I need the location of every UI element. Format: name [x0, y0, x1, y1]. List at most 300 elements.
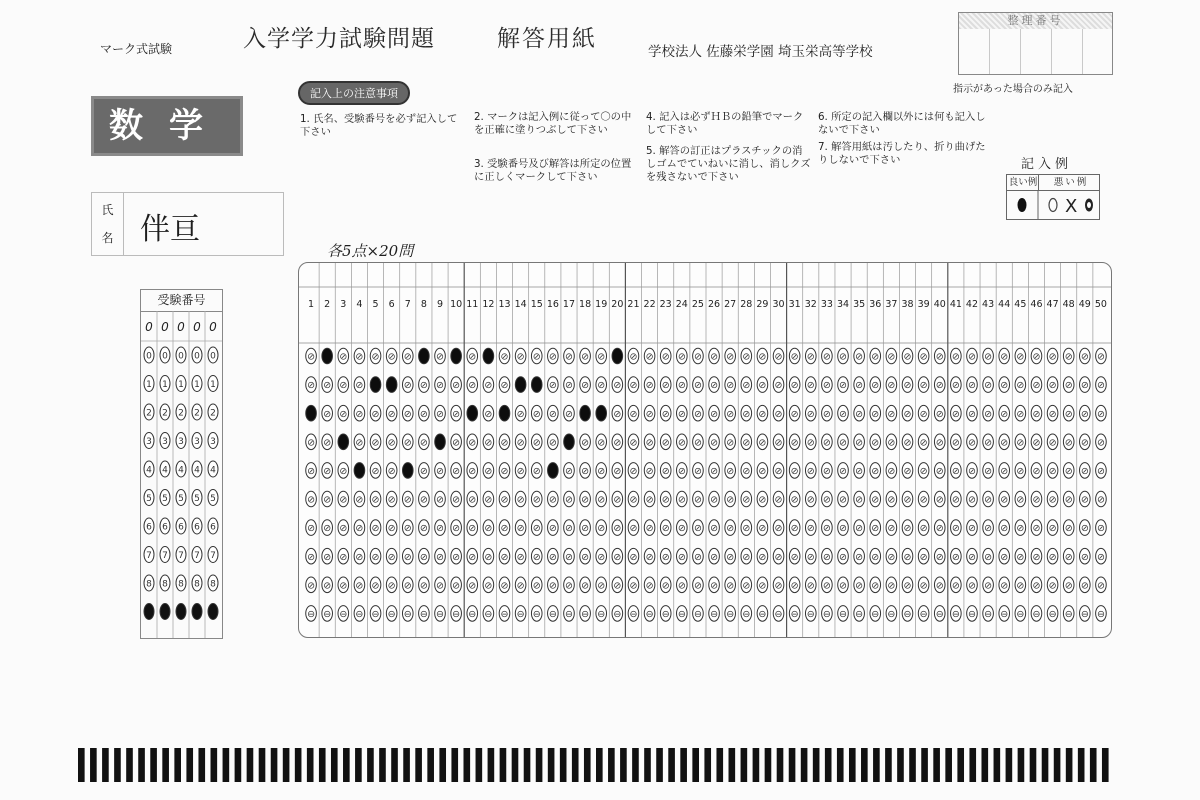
answer-choice-glyph: ⊘ [645, 580, 654, 592]
answer-choice-glyph: ⊘ [1032, 380, 1041, 392]
timing-mark [680, 748, 687, 782]
answer-choice-glyph: ⊘ [436, 351, 445, 363]
answer-choice-glyph: ⊘ [839, 351, 848, 363]
timing-mark [138, 748, 145, 782]
question-number: 1 [308, 299, 315, 310]
exam-number-bubble[interactable] [160, 604, 170, 620]
instruction-item: 6. 所定の記入欄以外には何も記入しないで下さい [818, 111, 986, 136]
question-number: 27 [724, 299, 737, 310]
question-number: 21 [627, 299, 640, 310]
answer-choice-glyph: ⊖ [1000, 609, 1009, 620]
answer-choice-glyph: ⊘ [661, 580, 670, 592]
answer-choice-glyph: ⊘ [436, 494, 445, 506]
answer-choice-glyph: ⊘ [307, 466, 316, 477]
question-number: 41 [949, 299, 962, 310]
answer-choice-glyph: ⊘ [355, 408, 364, 420]
control-number-label: 整理番号 [959, 13, 1112, 29]
question-number: 24 [675, 299, 688, 310]
answer-bubble[interactable] [322, 348, 333, 364]
answer-bubble[interactable] [499, 405, 510, 421]
instruction-item: 3. 受験番号及び解答は所定の位置に正しくマークして下さい [474, 158, 632, 183]
answer-choice-glyph: ⊖ [951, 609, 960, 620]
answer-choice-glyph: ⊘ [693, 351, 702, 363]
answer-choice-glyph: ⊘ [677, 580, 686, 592]
answer-choice-glyph: ⊘ [919, 551, 928, 563]
answer-choice-glyph: ⊘ [1064, 351, 1073, 363]
answer-choice-glyph: ⊘ [629, 437, 638, 449]
answer-choice-glyph: ⊘ [1080, 380, 1089, 392]
answer-choice-glyph: ⊘ [645, 380, 654, 392]
timing-mark [753, 748, 760, 782]
answer-choice-glyph: ⊘ [1080, 494, 1089, 506]
answer-choice-glyph: ⊘ [710, 466, 719, 477]
answer-choice-glyph: ⊘ [629, 351, 638, 363]
answer-choice-glyph: ⊖ [935, 609, 944, 620]
name-label-char: 氏 [101, 203, 114, 217]
example-header [1007, 175, 1099, 191]
answer-choice-glyph: ⊘ [774, 580, 783, 592]
answer-choice-glyph: ⊘ [597, 494, 606, 506]
answer-choice-glyph: ⊘ [387, 551, 396, 563]
answer-choice-glyph: ⊘ [419, 580, 428, 592]
answer-choice-glyph: ⊘ [967, 437, 976, 449]
question-number: 14 [514, 299, 527, 310]
answer-choice-glyph: ⊘ [645, 551, 654, 563]
answer-choice-glyph: ⊖ [855, 609, 864, 620]
timing-mark [403, 748, 410, 782]
answer-choice-glyph: ⊘ [436, 580, 445, 592]
answer-choice-glyph: ⊘ [532, 466, 541, 477]
answer-choice-glyph: ⊘ [468, 351, 477, 363]
answer-choice-glyph: ⊘ [597, 580, 606, 592]
answer-choice-glyph: ⊘ [1096, 551, 1105, 563]
answer-choice-glyph: ⊘ [1000, 437, 1009, 449]
answer-choice-glyph: ⊘ [661, 380, 670, 392]
exam-number-digit: 7 [210, 551, 216, 561]
answer-choice-glyph: ⊘ [323, 408, 332, 420]
answer-choice-glyph: ⊘ [919, 580, 928, 592]
answer-choice-glyph: ⊘ [1048, 523, 1057, 535]
question-number: 36 [869, 299, 882, 310]
answer-choice-glyph: ⊘ [661, 494, 670, 506]
timing-mark [355, 748, 362, 782]
answer-choice-glyph: ⊘ [790, 580, 799, 592]
answer-choice-glyph: ⊘ [726, 494, 735, 506]
exam-number-bubble[interactable] [192, 604, 202, 620]
answer-choice-glyph: ⊘ [419, 437, 428, 449]
question-number: 42 [965, 299, 979, 310]
question-number: 37 [885, 299, 898, 310]
timing-mark [656, 748, 663, 782]
answer-choice-glyph: ⊘ [935, 551, 944, 563]
answer-bubble[interactable] [451, 348, 462, 364]
answer-choice-glyph: ⊘ [339, 408, 348, 420]
exam-number-title: 受験番号 [141, 290, 222, 312]
timing-mark [90, 748, 97, 782]
answer-choice-glyph: ⊘ [597, 351, 606, 363]
answer-choice-glyph: ⊘ [371, 551, 380, 563]
answer-choice-glyph: ⊘ [355, 437, 364, 449]
answer-choice-glyph: ⊘ [951, 437, 960, 449]
timing-mark [427, 748, 434, 782]
answer-choice-glyph: ⊘ [468, 523, 477, 535]
answer-choice-glyph: ⊘ [452, 408, 461, 420]
answer-choice-glyph: ⊘ [1048, 551, 1057, 563]
answer-choice-glyph: ⊘ [887, 494, 896, 506]
name-label [92, 193, 124, 255]
answer-choice-glyph: ⊘ [806, 437, 815, 449]
answer-choice-glyph: ⊘ [1080, 523, 1089, 535]
answer-choice-glyph: ⊘ [403, 408, 412, 420]
answer-choice-glyph: ⊘ [516, 466, 525, 477]
school-name: 学校法人 佐藤栄学園 埼玉栄高等学校 [648, 44, 873, 60]
answer-choice-glyph: ⊘ [984, 408, 993, 420]
answer-bubble[interactable] [564, 434, 575, 450]
answer-choice-glyph: ⊘ [1064, 494, 1073, 506]
answer-choice-glyph: ⊘ [532, 351, 541, 363]
answer-bubble[interactable] [354, 463, 365, 479]
answer-choice-glyph: ⊖ [516, 609, 525, 620]
answer-choice-glyph: ⊘ [387, 351, 396, 363]
answer-choice-glyph: ⊘ [790, 466, 799, 477]
answer-choice-glyph: ⊖ [645, 609, 654, 620]
answer-choice-glyph: ⊘ [967, 523, 976, 535]
answer-choice-glyph: ⊘ [1096, 466, 1105, 477]
exam-number-bubbles[interactable] [141, 311, 222, 638]
timing-mark [668, 748, 675, 782]
answer-choice-glyph: ⊘ [1048, 351, 1057, 363]
answer-choice-glyph: ⊘ [419, 466, 428, 477]
answer-choice-glyph: ⊘ [387, 408, 396, 420]
answer-choice-glyph: ⊘ [419, 523, 428, 535]
answer-choice-glyph: ⊘ [371, 408, 380, 420]
exam-number-digit: 1 [162, 380, 168, 390]
question-number: 30 [772, 299, 785, 310]
answer-choice-glyph: ⊖ [822, 609, 831, 620]
answer-choice-glyph: ⊖ [742, 609, 751, 620]
timing-mark [198, 748, 205, 782]
timing-mark [223, 748, 230, 782]
answer-choice-glyph: ⊘ [984, 523, 993, 535]
answer-choice-glyph: ⊘ [387, 523, 396, 535]
answer-choice-glyph: ⊘ [1000, 580, 1009, 592]
answer-choice-glyph: ⊘ [484, 408, 493, 420]
answer-choice-glyph: ⊘ [323, 523, 332, 535]
answer-bubble[interactable] [306, 405, 317, 421]
answer-bubble[interactable] [370, 377, 381, 393]
answer-choice-glyph: ⊘ [548, 494, 557, 506]
timing-mark [415, 748, 422, 782]
timing-mark [1078, 748, 1085, 782]
answer-bubble[interactable] [596, 405, 607, 421]
answer-choice-glyph: ⊘ [355, 551, 364, 563]
question-number: 22 [643, 299, 656, 310]
answer-bubble[interactable] [531, 377, 542, 393]
answer-choice-glyph: ⊘ [822, 351, 831, 363]
answer-choice-glyph: ⊘ [564, 494, 573, 506]
timing-mark [729, 748, 736, 782]
answer-choice-glyph: ⊘ [951, 494, 960, 506]
answer-choice-glyph: ⊘ [1016, 408, 1025, 420]
exam-number-digit: 4 [194, 465, 200, 476]
answer-choice-glyph: ⊘ [984, 580, 993, 592]
question-number: 50 [1094, 299, 1107, 310]
answer-choice-glyph: ⊘ [935, 580, 944, 592]
answer-choice-glyph: ⊘ [903, 408, 912, 420]
answer-choice-glyph: ⊘ [613, 380, 622, 392]
question-number: 43 [982, 299, 995, 310]
timing-mark [1102, 748, 1109, 782]
timing-mark [78, 748, 85, 782]
answer-choice-glyph: ⊘ [532, 494, 541, 506]
answer-choice-glyph: ⊘ [774, 466, 783, 477]
answer-choice-glyph: ⊘ [645, 408, 654, 420]
timing-mark [572, 748, 579, 782]
answer-choice-glyph: ⊘ [822, 466, 831, 477]
answer-choice-glyph: ⊘ [1016, 580, 1025, 592]
timing-mark [476, 748, 483, 782]
answer-choice-glyph: ⊘ [790, 551, 799, 563]
timing-mark [162, 748, 169, 782]
answer-choice-glyph: ⊘ [1000, 494, 1009, 506]
timing-mark [741, 748, 748, 782]
answer-choice-glyph: ⊘ [1016, 523, 1025, 535]
exam-number-digit: 1 [210, 380, 216, 390]
answer-choice-glyph: ⊘ [1016, 466, 1025, 477]
answer-choice-glyph: ⊘ [403, 494, 412, 506]
answer-choice-glyph: ⊘ [839, 580, 848, 592]
answer-bubble[interactable] [580, 405, 591, 421]
answer-choice-glyph: ⊘ [984, 494, 993, 506]
exam-number-digit: 0 [178, 351, 184, 362]
exam-number-digit: 8 [210, 579, 216, 590]
exam-number-written-digit: 0 [177, 320, 185, 334]
timing-mark [126, 748, 133, 782]
answer-choice-glyph: ⊘ [951, 551, 960, 563]
answer-choice-glyph: ⊘ [887, 580, 896, 592]
answer-choice-glyph: ⊘ [839, 523, 848, 535]
answer-choice-glyph: ⊘ [339, 551, 348, 563]
question-number: 2 [324, 299, 331, 310]
answer-choice-glyph: ⊖ [887, 609, 896, 620]
answer-choice-glyph: ⊖ [403, 609, 412, 620]
answer-bubble[interactable] [419, 348, 430, 364]
answer-choice-glyph: ⊘ [790, 380, 799, 392]
answer-bubble[interactable] [338, 434, 349, 450]
answer-choice-glyph: ⊘ [693, 523, 702, 535]
answer-choice-glyph: ⊘ [500, 580, 509, 592]
answer-bubble[interactable] [515, 377, 526, 393]
answer-bubble[interactable] [548, 463, 559, 479]
answer-choice-glyph: ⊘ [1096, 523, 1105, 535]
answer-choice-glyph: ⊘ [548, 580, 557, 592]
answer-choice-glyph: ⊘ [919, 408, 928, 420]
timing-mark [861, 748, 868, 782]
answer-choice-glyph: ⊘ [871, 551, 880, 563]
answer-choice-glyph: ⊖ [758, 609, 767, 620]
answer-choice-glyph: ⊘ [693, 580, 702, 592]
answer-choice-glyph: ⊘ [613, 466, 622, 477]
answer-choice-glyph: ⊘ [355, 523, 364, 535]
exam-number-digit: 6 [162, 522, 168, 533]
answer-choice-glyph: ⊘ [452, 494, 461, 506]
timing-mark [981, 748, 988, 782]
question-number: 28 [740, 299, 753, 310]
answer-choice-glyph: ⊘ [1064, 437, 1073, 449]
timing-mark [632, 748, 639, 782]
answer-choice-glyph: ⊘ [726, 551, 735, 563]
answer-choice-glyph: ⊘ [742, 408, 751, 420]
answer-choice-glyph: ⊘ [1064, 551, 1073, 563]
answer-choice-glyph: ⊘ [452, 437, 461, 449]
question-number: 49 [1078, 299, 1091, 310]
answer-choice-glyph: ⊘ [871, 466, 880, 477]
exam-number-written-digit: 0 [209, 320, 217, 334]
timing-mark [500, 748, 507, 782]
answer-choice-glyph: ⊘ [984, 466, 993, 477]
exam-number-digit: 8 [146, 579, 152, 590]
answer-choice-glyph: ⊘ [1032, 551, 1041, 563]
exam-number-digit: 5 [162, 494, 168, 504]
answer-choice-glyph: ⊘ [855, 523, 864, 535]
question-number: 9 [436, 299, 444, 310]
answer-choice-glyph: ⊘ [468, 580, 477, 592]
answer-choice-glyph: ⊘ [1064, 380, 1073, 392]
answer-choice-glyph: ⊖ [1096, 609, 1105, 620]
instruction-item: 2. マークは記入例に従って〇の中を正確に塗りつぶして下さい [474, 111, 632, 136]
answer-choice-glyph: ⊘ [871, 380, 880, 392]
answer-choice-glyph: ⊖ [839, 609, 848, 620]
answer-choice-glyph: ⊘ [903, 494, 912, 506]
answer-choice-glyph: ⊘ [1048, 408, 1057, 420]
good-example-label: 良い例 [1008, 177, 1038, 188]
answer-choice-glyph: ⊘ [742, 580, 751, 592]
exam-number-bubble[interactable] [208, 604, 218, 620]
answer-choice-glyph: ⊘ [774, 523, 783, 535]
answer-choice-glyph: ⊘ [419, 551, 428, 563]
answer-choice-glyph: ⊘ [677, 408, 686, 420]
answer-choice-glyph: ⊘ [1016, 551, 1025, 563]
answer-choice-glyph: ⊘ [710, 408, 719, 420]
answer-choice-glyph: ⊘ [307, 494, 316, 506]
answer-choice-glyph: ⊖ [355, 609, 364, 620]
timing-mark [536, 748, 543, 782]
answer-choice-glyph: ⊘ [307, 523, 316, 535]
question-number: 33 [820, 299, 833, 310]
answer-choice-glyph: ⊘ [855, 408, 864, 420]
question-number: 48 [1062, 299, 1075, 310]
answer-choice-glyph: ⊘ [742, 351, 751, 363]
answer-bubble[interactable] [612, 348, 623, 364]
answer-choice-glyph: ⊘ [387, 466, 396, 477]
exam-number-digit: 2 [210, 408, 216, 419]
answer-choice-glyph: ⊘ [1032, 466, 1041, 477]
answer-choice-glyph: ⊘ [951, 380, 960, 392]
answer-choice-glyph: ⊘ [419, 408, 428, 420]
answer-choice-glyph: ⊘ [984, 380, 993, 392]
answer-choice-glyph: ⊘ [919, 494, 928, 506]
timing-mark [716, 748, 723, 782]
exam-number-bubble[interactable] [144, 604, 154, 620]
answer-choice-glyph: ⊘ [500, 351, 509, 363]
question-number: 40 [933, 299, 946, 310]
timing-mark [488, 748, 495, 782]
answer-choice-glyph: ⊘ [548, 380, 557, 392]
answer-bubble[interactable] [402, 463, 413, 479]
answer-choice-glyph: ⊘ [677, 437, 686, 449]
timing-mark [186, 748, 193, 782]
exam-number-digit: 6 [194, 522, 200, 533]
answer-choice-glyph: ⊘ [903, 351, 912, 363]
answer-choice-glyph: ⊘ [855, 351, 864, 363]
answer-choice-glyph: ⊘ [307, 351, 316, 363]
answer-choice-glyph: ⊘ [645, 523, 654, 535]
answer-choice-glyph: ⊘ [1048, 466, 1057, 477]
answer-choice-glyph: ⊘ [839, 494, 848, 506]
answer-bubble[interactable] [435, 434, 446, 450]
answer-choice-glyph: ⊘ [951, 523, 960, 535]
answer-choice-glyph: ⊖ [629, 609, 638, 620]
timing-mark [439, 748, 446, 782]
answer-choice-glyph: ⊘ [1096, 580, 1105, 592]
answer-choice-glyph: ⊘ [887, 466, 896, 477]
question-number: 5 [372, 299, 379, 310]
answer-choice-glyph: ⊘ [564, 580, 573, 592]
answer-choice-glyph: ⊖ [984, 609, 993, 620]
answer-choice-glyph: ⊘ [436, 523, 445, 535]
answer-choice-glyph: ⊘ [822, 437, 831, 449]
timing-mark [150, 748, 157, 782]
answer-choice-glyph: ⊘ [693, 466, 702, 477]
answer-choice-glyph: ⊘ [629, 466, 638, 477]
answer-choice-glyph: ⊘ [468, 466, 477, 477]
answer-choice-glyph: ⊘ [839, 380, 848, 392]
control-number-divider [1051, 29, 1052, 74]
answer-choice-glyph: ⊘ [855, 494, 864, 506]
answer-bubble-grid[interactable] [299, 263, 1111, 637]
answer-choice-glyph: ⊖ [500, 609, 509, 620]
answer-choice-glyph: ⊘ [323, 437, 332, 449]
timing-mark [114, 748, 121, 782]
answer-choice-glyph: ⊘ [726, 466, 735, 477]
answer-choice-glyph: ⊘ [1080, 551, 1089, 563]
answer-choice-glyph: ⊘ [935, 437, 944, 449]
answer-choice-glyph: ⊘ [597, 380, 606, 392]
answer-choice-glyph: ⊘ [484, 380, 493, 392]
answer-choice-glyph: ⊖ [532, 609, 541, 620]
timing-mark [1066, 748, 1073, 782]
answer-choice-glyph: ⊘ [629, 580, 638, 592]
answer-choice-glyph: ⊘ [581, 466, 590, 477]
answer-bubble[interactable] [467, 405, 478, 421]
question-number: 15 [530, 299, 543, 310]
timing-mark [1090, 748, 1097, 782]
partial-mark-icon [1049, 199, 1057, 212]
answer-choice-glyph: ⊖ [613, 609, 622, 620]
exam-number-digit: 2 [178, 408, 184, 419]
answer-choice-glyph: ⊘ [1000, 380, 1009, 392]
answer-choice-glyph: ⊘ [677, 551, 686, 563]
answer-bubble[interactable] [386, 377, 397, 393]
answer-choice-glyph: ⊘ [871, 580, 880, 592]
answer-bubble[interactable] [483, 348, 494, 364]
answer-choice-glyph: ⊘ [661, 523, 670, 535]
timing-mark [620, 748, 627, 782]
answer-choice-glyph: ⊘ [500, 466, 509, 477]
answer-choice-glyph: ⊘ [1016, 437, 1025, 449]
exam-number-bubble[interactable] [176, 604, 186, 620]
timing-mark [801, 748, 808, 782]
